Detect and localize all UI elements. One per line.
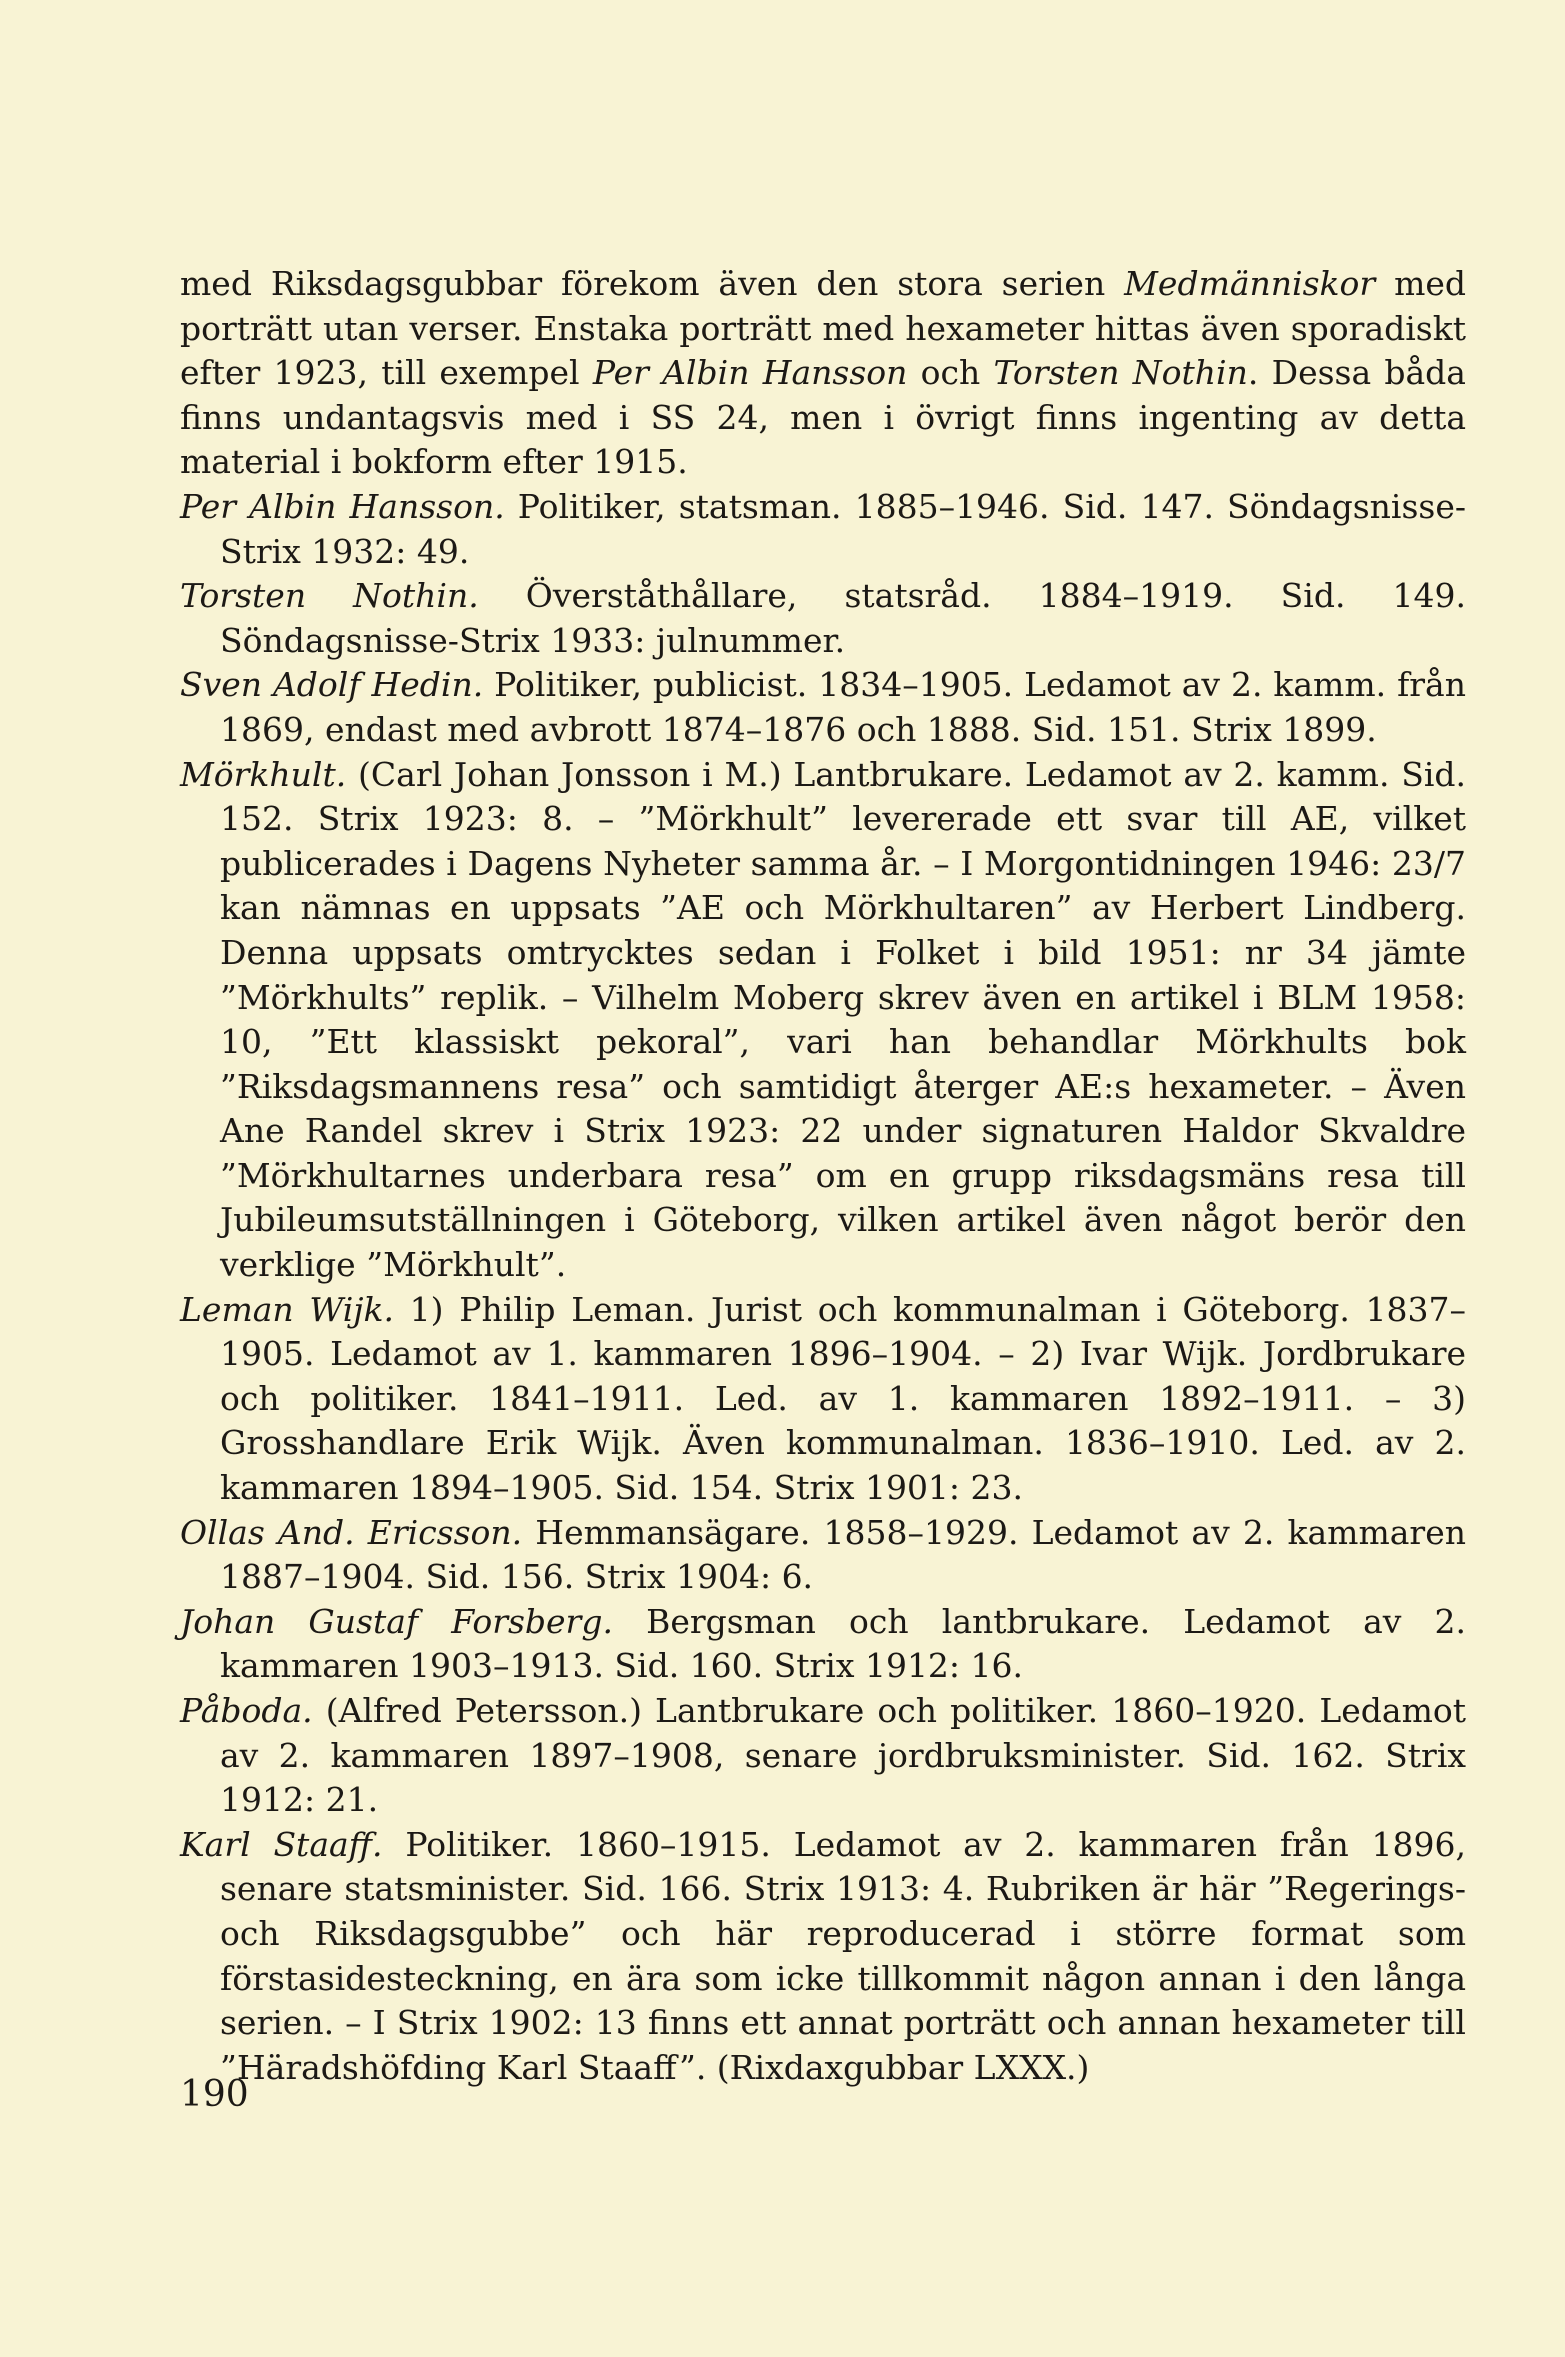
entry-torsten-nothin — [180, 574, 1466, 663]
entry-leman-wijk — [180, 1288, 1466, 1511]
entry-karl-staaff — [180, 1823, 1466, 2091]
entry-name: Per Albin Hansson. — [180, 486, 505, 526]
page-number: 190 — [180, 2074, 249, 2115]
entry-johan-gustaf-forsberg — [180, 1600, 1466, 1689]
entry-name: Mörkhult. — [180, 754, 347, 794]
entry-morkhult — [180, 753, 1466, 1288]
person-name: Torsten Nothin — [993, 353, 1248, 393]
entry-name: Leman Wijk. — [180, 1289, 394, 1329]
entry-text: Överståthållare, statsråd. 1884–1919. Sid. 149. Söndagsnisse-Strix 1933: julnummer. — [220, 576, 1466, 660]
entry-text: Politiker, statsman. 1885–1946. Sid. 147. Söndagsnisse-Strix 1932: 49. — [220, 486, 1466, 571]
entry-per-albin-hansson — [180, 485, 1466, 574]
entry-name: Johan Gustaf Forsberg. — [180, 1601, 613, 1641]
intro-text: med porträtt utan verser. Enstaka porträtt med hexameter hittas även sporadiskt efter 1923, till exempel — [180, 264, 1467, 393]
entry-name: Torsten Nothin. — [180, 576, 479, 616]
intro-paragraph — [180, 262, 1466, 485]
entry-text: (Alfred Petersson.) Lantbrukare och politiker. 1860–1920. Ledamot av 2. kammaren 1897–1908, senare jordbruksminister. Sid. 162. Strix 1912: 21. — [220, 1691, 1466, 1820]
entry-text: Politiker. 1860–1915. Ledamot av 2. kammaren från 1896, senare statsminister. Sid. 166. Strix 1913: 4. Rubriken är här ”Regerings- och Riksdagsgubbe” och här reproducerad i större format som förstasidesteckning, en ära som icke tillkommit någon annan i den långa serien. – I Strix 1902: 13 finns ett annat porträtt och annan hexameter till ”Häradshöfding Karl Staaff”. (Rixdaxgubbar LXXX.) — [220, 1824, 1467, 2087]
entry-paboda — [180, 1689, 1466, 1823]
intro-text: med Riksdagsgubbar förekom även den stora serien — [180, 264, 1125, 303]
entry-name: Påboda. — [180, 1691, 313, 1730]
entry-name: Ollas And. Ericsson. — [180, 1512, 523, 1552]
entry-text: Bergsman och lantbrukare. Ledamot av 2. kammaren 1903–1913. Sid. 160. Strix 1912: 16. — [220, 1601, 1466, 1686]
body-text — [180, 262, 1466, 2090]
entry-name: Sven Adolf Hedin. — [180, 665, 484, 705]
series-title: Medmänniskor — [1124, 264, 1376, 303]
entry-text: Politiker, publicist. 1834–1905. Ledamot av 2. kamm. från 1869, endast med avbrott 1874–1876 och 1888. Sid. 151. Strix 1899. — [220, 665, 1466, 749]
entry-text: Hemmansägare. 1858–1929. Ledamot av 2. kammaren 1887–1904. Sid. 156. Strix 1904: 6. — [220, 1512, 1466, 1597]
intro-text: och — [907, 353, 994, 393]
entry-text: 1) Philip Leman. Jurist och kommunalman i Göteborg. 1837–1905. Ledamot av 1. kammaren 1896–1904. – 2) Ivar Wijk. Jordbrukare och politiker. 1841–1911. Led. av 1. kammaren 1892–1911. – 3) Grosshandlare Erik Wijk. Även kommunalman. 1836–1910. Led. av 2. kammaren 1894–1905. Sid. 154. Strix 1901: 23. — [220, 1289, 1466, 1508]
entry-sven-adolf-hedin — [180, 663, 1466, 752]
entry-text: (Carl Johan Jonsson i M.) Lantbrukare. Ledamot av 2. kamm. Sid. 152. Strix 1923: 8. – ”Mörkhult” levererade ett svar till AE, vilket publicerades i Dagens Nyheter samma år. – I Morgontidningen 1946: 23/7 kan nämnas en uppsats ”AE och Mörkhultaren” av Herbert Lindberg. Denna uppsats omtrycktes sedan i Folket i bild 1951: nr 34 jämte ”Mörkhults” replik. – Vilhelm Moberg skrev även en artikel i BLM 1958: 10, ”Ett klassiskt pekoral”, vari han behandlar Mörkhults bok ”Riksdagsmannens resa” och samtidigt återger AE:s hexameter. – Även Ane Randel skrev i Strix 1923: 22 under signaturen Haldor Skvaldre ”Mörkhultarnes underbara resa” om en grupp riksdagsmäns resa till Jubileumsutställningen i Göteborg, vilken artikel även något berör den verklige ”Mörkhult”. — [220, 754, 1466, 1285]
entry-ollas-and-ericsson — [180, 1511, 1466, 1600]
entry-name: Karl Staaff. — [180, 1824, 383, 1864]
person-name: Per Albin Hansson — [592, 353, 908, 393]
intro-text: . Dessa båda finns undantagsvis med i SS 24, men i övrigt finns ingenting av detta material i bokform efter 1915. — [180, 353, 1466, 482]
